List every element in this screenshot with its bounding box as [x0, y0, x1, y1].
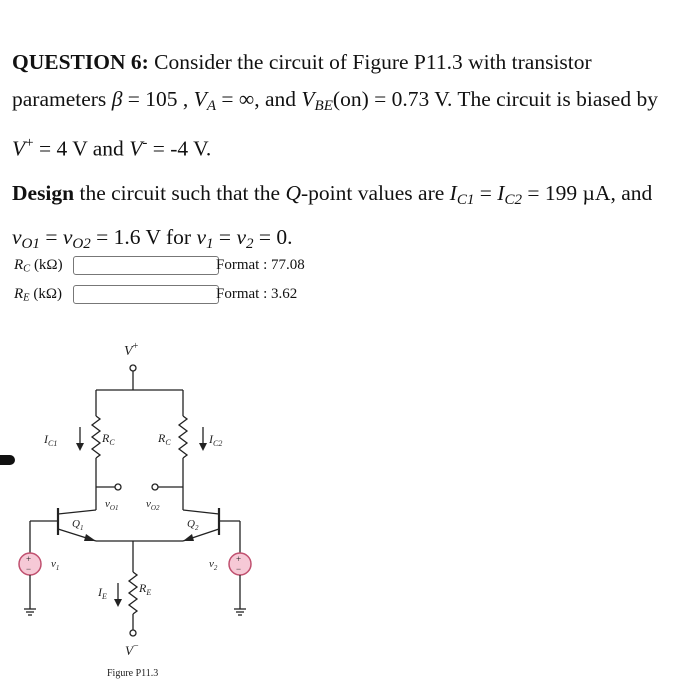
v2-plus: + — [236, 554, 242, 564]
re-input[interactable] — [73, 285, 219, 304]
ic2-arrow-head — [199, 443, 207, 451]
design-text-2: -point values are — [301, 181, 450, 206]
vplus-superscript: + — [25, 134, 34, 151]
re-label — [14, 286, 62, 304]
rc-input[interactable] — [73, 256, 219, 275]
rc-label-subscript: C — [23, 263, 31, 275]
re-format-hint: Format : 3.62 — [216, 286, 298, 302]
v2-minus: − — [236, 564, 242, 574]
vo1-terminal — [115, 484, 121, 490]
va-value: = ∞, and — [216, 87, 302, 111]
rc2-label: $R_C$ — [158, 431, 171, 447]
ic1-arrow-head — [76, 443, 84, 451]
ie-label: $I_E$ — [98, 585, 107, 601]
vbe-value: (on) = 0.73 V. The circuit is biased by — [332, 87, 658, 111]
statement-text: Consider the circuit of Figure P11.3 with transistor parameters — [12, 50, 592, 111]
v2-label: $v_2$ — [209, 558, 218, 572]
rc2-resistor — [179, 416, 187, 458]
vo2-label: $v_{O2}$ — [146, 498, 160, 512]
ic1-label: $I_{C1}$ — [44, 432, 58, 448]
q1-label: $Q_1$ — [72, 518, 84, 532]
q1-emitter-arrow — [84, 534, 96, 541]
vminus-superscript: - — [142, 134, 148, 151]
vminus-label: V− — [125, 641, 139, 658]
vo1-label: $v_{O1}$ — [105, 498, 119, 512]
ic2-subscript: C2 — [504, 191, 523, 208]
va-symbol: V — [193, 87, 207, 111]
vbe-symbol: V — [301, 87, 315, 111]
v2-subscript: 2 — [245, 235, 254, 252]
beta-value: = 105 , — [122, 87, 194, 111]
q-symbol: Q — [285, 181, 302, 206]
ic2-symbol: I — [497, 181, 505, 206]
ie-arrow-head — [114, 599, 122, 607]
equals-1: = — [474, 181, 498, 206]
question-heading: QUESTION 6: — [12, 50, 149, 74]
ic2-label: $I_{C2}$ — [209, 432, 223, 448]
v1-minus: − — [26, 564, 32, 574]
v1-plus: + — [26, 554, 32, 564]
vo-value: = 1.6 V for — [90, 224, 197, 249]
vplus-label: V+ — [124, 341, 139, 359]
re-label-unit: (kΩ) — [29, 286, 62, 302]
vo1-symbol: v — [12, 224, 22, 249]
vbe-subscript: BE — [314, 97, 333, 114]
rc-format-hint: Format : 77.08 — [216, 257, 305, 273]
ic1-subscript: C1 — [456, 191, 475, 208]
q2-label: $Q_2$ — [187, 518, 199, 532]
question-text — [12, 44, 682, 263]
v-value: = 0. — [253, 224, 293, 249]
vplus-symbol: V — [12, 136, 26, 161]
vplus-terminal — [130, 365, 136, 371]
vplus-value: = 4 V and — [33, 136, 130, 161]
circuit-diagram — [0, 330, 280, 699]
q2-collector — [183, 510, 219, 514]
vminus-terminal — [130, 630, 136, 636]
re-resistor — [129, 572, 137, 614]
design-heading: Design — [12, 181, 75, 206]
va-subscript: A — [206, 97, 217, 114]
vminus-value: = -4 V. — [147, 136, 212, 161]
problem-statement — [12, 44, 682, 167]
rc-label-unit: (kΩ) — [30, 257, 63, 273]
q1-collector — [58, 510, 96, 514]
rc1-label: $R_C$ — [102, 431, 115, 447]
vo1-subscript: O1 — [21, 235, 40, 252]
equals-3: = — [213, 224, 237, 249]
figure-caption: Figure P11.3 — [107, 668, 159, 679]
re-label: $R_E$ — [139, 581, 152, 597]
design-text-1: the circuit such that the — [74, 181, 286, 206]
rc-label-symbol: R — [14, 257, 24, 273]
v1-subscript: 1 — [206, 235, 214, 252]
q2-emitter-arrow — [183, 534, 194, 541]
beta-symbol: β — [111, 87, 123, 111]
re-label-symbol: R — [14, 286, 24, 302]
v1-label: $v_1$ — [51, 558, 60, 572]
rc-label — [14, 257, 63, 275]
v1-symbol: v — [196, 224, 207, 249]
vo2-symbol: v — [62, 224, 73, 249]
vo2-subscript: O2 — [72, 235, 91, 252]
equals-2: = — [39, 224, 63, 249]
vo2-terminal — [152, 484, 158, 490]
vminus-symbol: V — [129, 136, 143, 161]
ic1-symbol: I — [449, 181, 457, 206]
design-statement — [12, 175, 682, 263]
ic-value: = 199 µA, and — [522, 181, 653, 206]
re-label-subscript: E — [23, 292, 30, 304]
v2-symbol: v — [236, 224, 246, 249]
rc1-resistor — [92, 416, 100, 458]
